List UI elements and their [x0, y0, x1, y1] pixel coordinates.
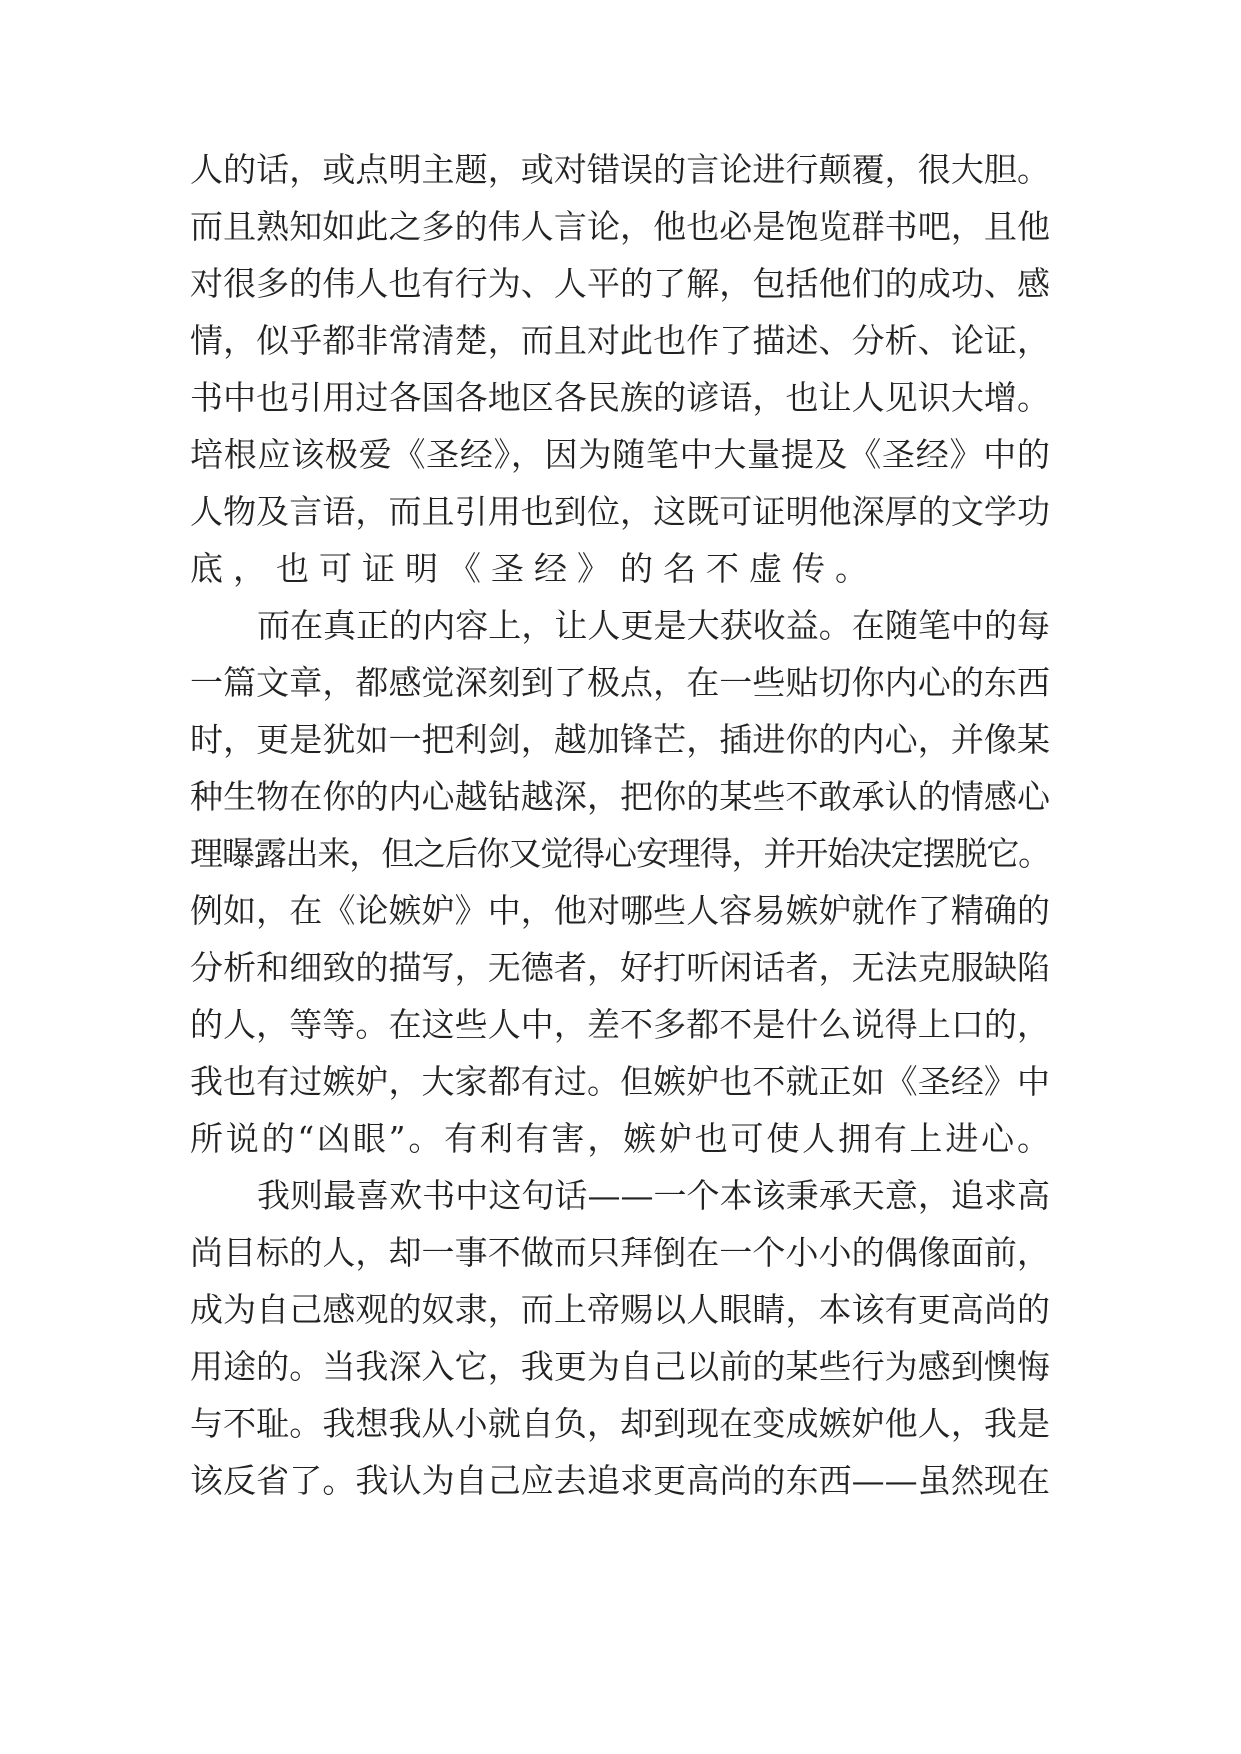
text-line: 分析和细致的描写，无德者，好打听闲话者，无法克服缺陷 — [190, 948, 1050, 987]
text-line: 培根应该极爱《圣经》，因为随笔中大量提及《圣经》中的 — [190, 435, 1050, 474]
text-line: 该反省了。我认为自己应去追求更高尚的东西——虽然现在 — [190, 1461, 1050, 1500]
text-line: 一篇文章，都感觉深刻到了极点，在一些贴切你内心的东西 — [190, 663, 1050, 702]
text-line: 书中也引用过各国各地区各民族的谚语，也让人见识大增。 — [190, 378, 1050, 417]
text-line: 我则最喜欢书中这句话——一个本该秉承天意，追求高 — [257, 1176, 1050, 1215]
text-line: 我也有过嫉妒，大家都有过。但嫉妒也不就正如《圣经》中 — [190, 1062, 1050, 1101]
text-line: 例如，在《论嫉妒》中，他对哪些人容易嫉妒就作了精确的 — [190, 891, 1050, 930]
text-line: 所说的“凶眼”。有利有害，嫉妒也可使人拥有上进心。 — [190, 1119, 1053, 1158]
text-line: 情，似乎都非常清楚，而且对此也作了描述、分析、论证， — [190, 321, 1050, 360]
text-line: 而且熟知如此之多的伟人言论，他也必是饱览群书吧，且他 — [190, 207, 1050, 246]
text-line: 而在真正的内容上，让人更是大获收益。在随笔中的每 — [257, 606, 1050, 645]
text-line: 与不耻。我想我从小就自负，却到现在变成嫉妒他人，我是 — [190, 1404, 1050, 1443]
text-line: 的人，等等。在这些人中，差不多都不是什么说得上口的， — [190, 1005, 1050, 1044]
text-line: 对很多的伟人也有行为、人平的了解，包括他们的成功、感 — [190, 264, 1050, 303]
text-line: 用途的。当我深入它，我更为自己以前的某些行为感到懊悔 — [190, 1347, 1050, 1386]
text-line: 理曝露出来，但之后你又觉得心安理得，并开始决定摆脱它。 — [190, 834, 1050, 873]
text-line: 成为自己感观的奴隶，而上帝赐以人眼睛，本该有更高尚的 — [190, 1290, 1050, 1329]
text-line: 人物及言语，而且引用也到位，这既可证明他深厚的文学功 — [190, 492, 1050, 531]
text-line: 人的话，或点明主题，或对错误的言论进行颠覆，很大胆。 — [190, 150, 1050, 189]
text-line: 底，也可证明《圣经》的名不虚传。 — [190, 549, 878, 588]
text-line: 时，更是犹如一把利剑，越加锋芒，插进你的内心，并像某 — [190, 720, 1050, 759]
text-line: 种生物在你的内心越钻越深，把你的某些不敢承认的情感心 — [190, 777, 1050, 816]
text-line: 尚目标的人，却一事不做而只拜倒在一个小小的偶像面前， — [190, 1233, 1050, 1272]
